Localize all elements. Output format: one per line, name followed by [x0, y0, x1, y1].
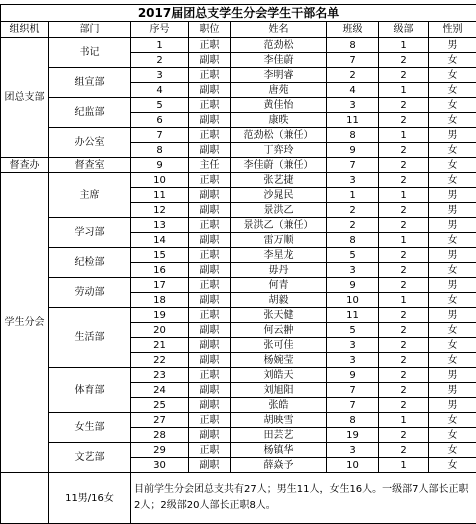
cadre-roster-table: [0, 4, 476, 524]
name-cell: 刘皓天: [231, 368, 327, 383]
name-cell: 毋丹: [231, 263, 327, 278]
seq-cell: 29: [131, 443, 189, 458]
gender-cell: 女: [429, 113, 476, 128]
seq-cell: 4: [131, 83, 189, 98]
seq-cell: 21: [131, 338, 189, 353]
org-cell: 督查办: [1, 158, 49, 173]
gender-cell: 女: [429, 263, 476, 278]
gender-cell: 男: [429, 308, 476, 323]
dept-cell: 劳动部: [49, 278, 131, 308]
table-row: [1, 443, 476, 458]
header-dept: 部门: [49, 22, 131, 38]
title-row: [1, 5, 476, 22]
gender-cell: 男: [429, 203, 476, 218]
org-cell: 学生分会: [1, 173, 49, 473]
dept-cell: 组宣部: [49, 68, 131, 98]
grade-cell: 1: [379, 128, 429, 143]
position-cell: 副职: [189, 263, 231, 278]
gender-cell: 女: [429, 353, 476, 368]
position-cell: 正职: [189, 98, 231, 113]
position-cell: 副职: [189, 293, 231, 308]
header-class: 班级: [327, 22, 379, 38]
grade-cell: 2: [379, 218, 429, 233]
name-cell: 张可佳: [231, 338, 327, 353]
name-cell: 田芸艺: [231, 428, 327, 443]
gender-cell: 女: [429, 293, 476, 308]
seq-cell: 18: [131, 293, 189, 308]
position-cell: 副职: [189, 338, 231, 353]
position-cell: 正职: [189, 278, 231, 293]
position-cell: 正职: [189, 38, 231, 53]
seq-cell: 19: [131, 308, 189, 323]
org-cell: 团总支部: [1, 38, 49, 158]
gender-cell: 男: [429, 383, 476, 398]
name-cell: 雷万顺: [231, 233, 327, 248]
header-org: 组织机: [1, 22, 49, 38]
seq-cell: 3: [131, 68, 189, 83]
name-cell: 康昳: [231, 113, 327, 128]
class-cell: 9: [327, 143, 379, 158]
class-cell: 3: [327, 443, 379, 458]
grade-cell: 2: [379, 113, 429, 128]
grade-cell: 1: [379, 413, 429, 428]
name-cell: 黄佳怡: [231, 98, 327, 113]
gender-cell: 男: [429, 188, 476, 203]
name-cell: 杨镇华: [231, 443, 327, 458]
seq-cell: 10: [131, 173, 189, 188]
gender-cell: 女: [429, 98, 476, 113]
class-cell: 10: [327, 293, 379, 308]
name-cell: 范劲松（兼任）: [231, 128, 327, 143]
position-cell: 正职: [189, 308, 231, 323]
name-cell: 胡毅: [231, 293, 327, 308]
grade-cell: 1: [379, 188, 429, 203]
position-cell: 副职: [189, 458, 231, 473]
seq-cell: 24: [131, 383, 189, 398]
class-cell: 8: [327, 413, 379, 428]
header-row: [1, 22, 476, 38]
grade-cell: 2: [379, 68, 429, 83]
grade-cell: 1: [379, 83, 429, 98]
header-gender: 性别: [429, 22, 476, 38]
class-cell: 7: [327, 158, 379, 173]
table-row: [1, 278, 476, 293]
name-cell: 景洪乙（兼任）: [231, 218, 327, 233]
seq-cell: 15: [131, 248, 189, 263]
position-cell: 主任: [189, 158, 231, 173]
table-row: [1, 173, 476, 188]
gender-cell: 女: [429, 68, 476, 83]
gender-cell: 女: [429, 323, 476, 338]
gender-cell: 女: [429, 83, 476, 98]
seq-cell: 28: [131, 428, 189, 443]
header-grade: 级部: [379, 22, 429, 38]
dept-cell: 纪检部: [49, 248, 131, 278]
name-cell: 张天健: [231, 308, 327, 323]
dept-cell: 学习部: [49, 218, 131, 248]
gender-cell: 女: [429, 143, 476, 158]
class-cell: 5: [327, 248, 379, 263]
table-row: [1, 368, 476, 383]
position-cell: 正职: [189, 443, 231, 458]
position-cell: 副职: [189, 203, 231, 218]
gender-cell: 女: [429, 458, 476, 473]
seq-cell: 6: [131, 113, 189, 128]
grade-cell: 2: [379, 278, 429, 293]
seq-cell: 25: [131, 398, 189, 413]
position-cell: 正职: [189, 413, 231, 428]
gender-cell: 女: [429, 158, 476, 173]
position-cell: 副职: [189, 83, 231, 98]
dept-cell: 体育部: [49, 368, 131, 413]
class-cell: 9: [327, 368, 379, 383]
grade-cell: 2: [379, 53, 429, 68]
position-cell: 正职: [189, 128, 231, 143]
table-row: [1, 308, 476, 323]
position-cell: 正职: [189, 248, 231, 263]
gender-cell: 男: [429, 248, 476, 263]
gender-cell: 女: [429, 53, 476, 68]
class-cell: 5: [327, 323, 379, 338]
position-cell: 副职: [189, 113, 231, 128]
dept-cell: 文艺部: [49, 443, 131, 473]
position-cell: 正职: [189, 368, 231, 383]
name-cell: 刘旭阳: [231, 383, 327, 398]
table-row: [1, 38, 476, 53]
gender-cell: 男: [429, 38, 476, 53]
seq-cell: 16: [131, 263, 189, 278]
name-cell: 李佳蔚: [231, 53, 327, 68]
class-cell: 3: [327, 173, 379, 188]
table-row: [1, 413, 476, 428]
table-row: [1, 128, 476, 143]
position-cell: 正职: [189, 173, 231, 188]
class-cell: 8: [327, 128, 379, 143]
position-cell: 正职: [189, 218, 231, 233]
class-cell: 11: [327, 308, 379, 323]
grade-cell: 1: [379, 233, 429, 248]
summary-note: 目前学生分会团总支共有27人；男生11人，女生16人。一级部7人部长正职2人；2级部20人部长正职8人。: [131, 473, 476, 524]
grade-cell: 2: [379, 248, 429, 263]
name-cell: 何云翀: [231, 323, 327, 338]
grade-cell: 2: [379, 338, 429, 353]
sheet-title: 2017届团总支学生分会学生干部名单: [1, 5, 476, 22]
grade-cell: 2: [379, 308, 429, 323]
class-cell: 3: [327, 263, 379, 278]
class-cell: 4: [327, 83, 379, 98]
dept-cell: 纪监部: [49, 98, 131, 128]
position-cell: 副职: [189, 233, 231, 248]
position-cell: 副职: [189, 428, 231, 443]
class-cell: 7: [327, 398, 379, 413]
dept-cell: 书记: [49, 38, 131, 68]
class-cell: 10: [327, 458, 379, 473]
gender-cell: 女: [429, 173, 476, 188]
gender-cell: 女: [429, 413, 476, 428]
grade-cell: 1: [379, 458, 429, 473]
name-cell: 张艺捷: [231, 173, 327, 188]
gender-cell: 女: [429, 233, 476, 248]
name-cell: 唐苑: [231, 83, 327, 98]
seq-cell: 14: [131, 233, 189, 248]
name-cell: 胡映雪: [231, 413, 327, 428]
table-row: [1, 68, 476, 83]
grade-cell: 2: [379, 368, 429, 383]
seq-cell: 22: [131, 353, 189, 368]
grade-cell: 2: [379, 173, 429, 188]
class-cell: 7: [327, 383, 379, 398]
seq-cell: 11: [131, 188, 189, 203]
seq-cell: 5: [131, 98, 189, 113]
gender-cell: 男: [429, 278, 476, 293]
position-cell: 正职: [189, 68, 231, 83]
class-cell: 9: [327, 278, 379, 293]
seq-cell: 1: [131, 38, 189, 53]
grade-cell: 2: [379, 428, 429, 443]
gender-cell: 男: [429, 128, 476, 143]
seq-cell: 8: [131, 143, 189, 158]
position-cell: 副职: [189, 188, 231, 203]
table-row: [1, 218, 476, 233]
position-cell: 副职: [189, 143, 231, 158]
seq-cell: 12: [131, 203, 189, 218]
gender-cell: 女: [429, 443, 476, 458]
name-cell: 李明睿: [231, 68, 327, 83]
class-cell: 2: [327, 218, 379, 233]
grade-cell: 2: [379, 263, 429, 278]
class-cell: 7: [327, 53, 379, 68]
seq-cell: 20: [131, 323, 189, 338]
gender-cell: 女: [429, 338, 476, 353]
name-cell: 沙晁民: [231, 188, 327, 203]
gender-cell: 女: [429, 428, 476, 443]
class-cell: 8: [327, 233, 379, 248]
seq-cell: 2: [131, 53, 189, 68]
grade-cell: 2: [379, 143, 429, 158]
position-cell: 副职: [189, 53, 231, 68]
grade-cell: 2: [379, 98, 429, 113]
position-cell: 副职: [189, 323, 231, 338]
class-cell: 2: [327, 203, 379, 218]
dept-cell: 生活部: [49, 308, 131, 368]
class-cell: 2: [327, 68, 379, 83]
table-row: [1, 158, 476, 173]
name-cell: 李佳蔚（兼任）: [231, 158, 327, 173]
seq-cell: 30: [131, 458, 189, 473]
class-cell: 3: [327, 353, 379, 368]
grade-cell: 2: [379, 158, 429, 173]
summary-gender-count: 11男/16女: [49, 473, 131, 524]
grade-cell: 1: [379, 293, 429, 308]
class-cell: 19: [327, 428, 379, 443]
name-cell: 范劲松: [231, 38, 327, 53]
table-row: [1, 98, 476, 113]
grade-cell: 1: [379, 38, 429, 53]
header-position: 职位: [189, 22, 231, 38]
grade-cell: 2: [379, 383, 429, 398]
name-cell: 李星龙: [231, 248, 327, 263]
name-cell: 张皓: [231, 398, 327, 413]
dept-cell: 督查室: [49, 158, 131, 173]
name-cell: 杨婉莹: [231, 353, 327, 368]
summary-row: [1, 473, 476, 524]
name-cell: 丁弈玲: [231, 143, 327, 158]
seq-cell: 13: [131, 218, 189, 233]
class-cell: 8: [327, 38, 379, 53]
class-cell: 3: [327, 98, 379, 113]
grade-cell: 2: [379, 353, 429, 368]
gender-cell: 男: [429, 368, 476, 383]
seq-cell: 7: [131, 128, 189, 143]
class-cell: 3: [327, 338, 379, 353]
dept-cell: 主席: [49, 173, 131, 218]
table-row: [1, 248, 476, 263]
grade-cell: 2: [379, 443, 429, 458]
dept-cell: 办公室: [49, 128, 131, 158]
header-name: 姓名: [231, 22, 327, 38]
grade-cell: 2: [379, 203, 429, 218]
gender-cell: 男: [429, 218, 476, 233]
seq-cell: 17: [131, 278, 189, 293]
name-cell: 薛焱予: [231, 458, 327, 473]
name-cell: 何青: [231, 278, 327, 293]
seq-cell: 23: [131, 368, 189, 383]
class-cell: 11: [327, 113, 379, 128]
seq-cell: 9: [131, 158, 189, 173]
seq-cell: 27: [131, 413, 189, 428]
position-cell: 副职: [189, 398, 231, 413]
grade-cell: 2: [379, 323, 429, 338]
class-cell: 1: [327, 188, 379, 203]
name-cell: 景洪乙: [231, 203, 327, 218]
gender-cell: 男: [429, 398, 476, 413]
position-cell: 副职: [189, 383, 231, 398]
summary-blank-cell: [1, 473, 49, 524]
header-seq: 序号: [131, 22, 189, 38]
dept-cell: 女生部: [49, 413, 131, 443]
position-cell: 副职: [189, 353, 231, 368]
grade-cell: 2: [379, 398, 429, 413]
